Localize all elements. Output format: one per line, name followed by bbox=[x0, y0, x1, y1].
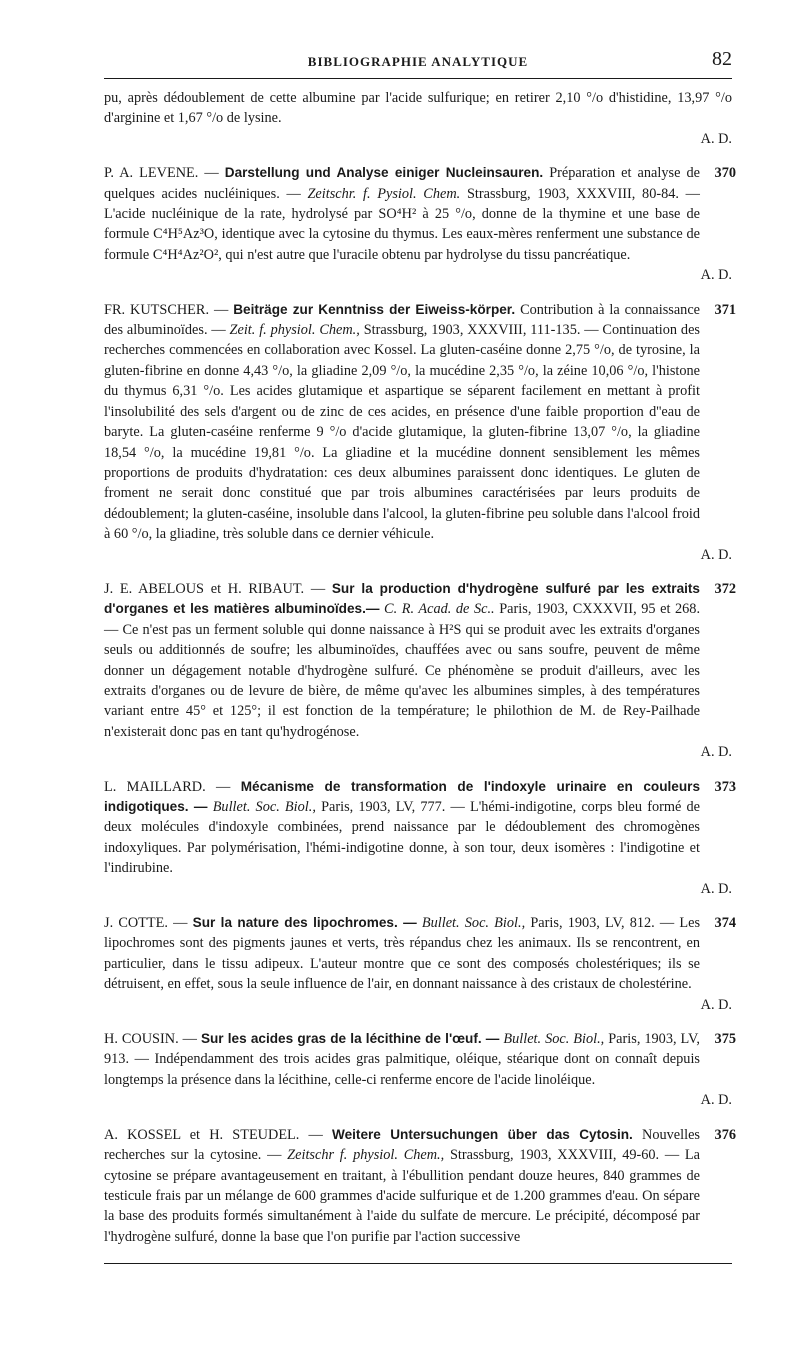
entry-author: J. COTTE. — bbox=[104, 915, 188, 932]
intro-text: pu, après dédoublement de cette albumine par l'acide sulfurique; en retirer 2,10 °/o d'histidine, 13,97 °/o d'arginine et 1,67 °/o de lysine. bbox=[104, 90, 732, 127]
entry-journal: C. R. Acad. de Sc.. bbox=[384, 601, 495, 618]
entry-number: 370 bbox=[714, 165, 736, 182]
footer-rule bbox=[104, 1263, 732, 1264]
entry-author: A. KOSSEL et H. STEUDEL. — bbox=[104, 1126, 323, 1143]
entry-journal: Zeitschr f. physiol. Chem., bbox=[287, 1147, 445, 1164]
entry-number: 371 bbox=[714, 301, 736, 318]
intro-paragraph bbox=[104, 88, 732, 149]
entry-title: Darstellung und Analyse einiger Nucleinsauren. bbox=[224, 165, 544, 181]
entry-body-b: Strassburg, 1903, XXXVIII, 49-60. — La cytosine se prépare avantageusement en traitant, à l'ébullition pendant douze heures, 840 grammes de testicule frais par un mélange de 600 grammes d'acide sulfurique et de 1.200 grammes d'eau. On sépare la base des produits formés simultanément à l'aide du sulfate de mercure. Le précipité, décomposé par l'hydrogène sulfuré, donne la base que l'on purifie par l'action successive bbox=[104, 1147, 700, 1245]
entry-body bbox=[104, 579, 732, 742]
entry-journal: Zeitschr. f. Pysiol. Chem. bbox=[307, 185, 461, 202]
entry-body-b: Paris, 1903, LV, 812. — Les lipochromes sont des pigments jaunes et verts, très répandus chez les animaux. Ils se rencontrent, en particulier, dans le tissu adipeux. L'auteur montre que ce sont des composés cholestériques; ils se détruisent, en effet, sous la seule influence de l'air, en donnant naissance à des cristaux de cholestérine. bbox=[104, 915, 701, 993]
entry-body bbox=[104, 913, 732, 995]
entry-body-b: Paris, 1903, LV, 913. — Indépendamment des trois acides gras palmitique, oléique, stéarique dont on connaît depuis longtemps la présence dans la lécithine, celle-ci renferme encore de l'acide linoléique. bbox=[104, 1031, 700, 1088]
bibliography-entry-371 bbox=[104, 300, 736, 565]
signature: A. D. bbox=[700, 130, 732, 147]
entry-body bbox=[104, 777, 732, 879]
page-content bbox=[104, 88, 736, 1261]
entry-body-b: Paris, 1903, CXXXVII, 95 et 268. — Ce n'est pas un ferment soluble qui donne naissance à H²S qui se produit avec les extraits d'organes seuls ou additionnés de soufre; les albuminoïdes, chauffées avec ou sans soufre, peuvent de même donner un dégagement notable d'hydrogène sulfuré. Ce phénomène se produit d'ailleurs, avec les extraits d'organes ou de levure de bière, de même qu'avec les albumines simples, à des températures variant entre 45° et 125°; il est fonction de la température; le philothion de M. de Rey-Pailhade n'existerait donc pas en tant qu'hydrogénose. bbox=[104, 601, 701, 740]
entry-body-b: Paris, 1903, LV, 777. — L'hémi-indigotine, corps bleu formé de deux molécules d'indoxyle combinées, prend naissance par le dédoublement des chromogènes indoxyliques. Par polymérisation, l'hémi-indigotine donne, à son tour, deux isomères : l'indigotine et l'indirubine. bbox=[104, 799, 700, 877]
entry-journal: Zeit. f. physiol. Chem., bbox=[229, 322, 360, 339]
signature: A. D. bbox=[700, 996, 732, 1013]
entry-title: Beiträge zur Kenntniss der Eiweiss-körper. bbox=[233, 301, 516, 317]
header-rule bbox=[104, 78, 732, 79]
entry-number: 376 bbox=[714, 1126, 736, 1143]
entry-author: H. COUSIN. — bbox=[104, 1031, 197, 1048]
entry-body-b: Strassburg, 1903, XXXVIII, 111-135. — Continuation des recherches commencées en collaboration avec Kossel. La gluten-caséine donne 2,75 °/o, de tyrosine, la gluten-fibrine en donne 4,43 °/o, la gliadine 2,09 °/o, la mucédine 2,35 °/o, la zéine 10,06 °/o, l'histone du thymus 6,31 °/o. Les acides glutamique et aspartique se séparent facilement en mettant à profit l'insolubilité des sels d'argent ou de zinc de ces acides, en présence d'une faible proportion d''eau de baryte. La gluten-caséine renferme 9 °/o d'acide glutamique, la gluten-fibrine 13,07 °/o, la gliadine 18,54 °/o, la mucédine 19,81 °/o. La gliadine et la mucédine donnent sensiblement les mêmes proportions de produits d'hydratation: ces deux albumines paraissent donc identiques. Le gluten de froment ne serait donc constitué que par trois albumines caractérisées par leurs produits de dédoublement; la gluten-caséine, insoluble dans l'alcool, la gluten-fibrine peu soluble dans l'alcool froid à 60 °/o, la gliadine, très soluble dans ce dernier véhicule. bbox=[104, 322, 700, 543]
entry-body bbox=[104, 1029, 732, 1090]
entry-body bbox=[104, 1125, 732, 1247]
bibliography-entry-370 bbox=[104, 163, 736, 285]
entry-number: 372 bbox=[714, 580, 736, 597]
entry-number: 375 bbox=[714, 1031, 736, 1048]
running-title: BIBLIOGRAPHIE ANALYTIQUE bbox=[307, 54, 529, 69]
entry-title: Sur la production d'hydrogène sulfuré par les extraits d'organes et les matières albuminoïdes.— bbox=[104, 580, 700, 617]
bibliography-entry-372 bbox=[104, 579, 736, 763]
entry-title: Mécanisme de transformation de l'indoxyle urinaire en couleurs indigotiques. — bbox=[104, 778, 701, 814]
signature: A. D. bbox=[700, 267, 732, 284]
entry-author: P. A. LEVENE. — bbox=[104, 165, 219, 182]
entry-body bbox=[104, 300, 732, 545]
bibliography-entry-374 bbox=[104, 913, 736, 1015]
bibliography-entry-373 bbox=[104, 777, 736, 899]
entry-body-a: Préparation et analyse de quelques acides nucléiniques. — bbox=[104, 165, 700, 202]
entry-author: L. MAILLARD. — bbox=[104, 778, 231, 795]
entry-body bbox=[104, 163, 732, 265]
entry-journal: Bullet. Soc. Biol., bbox=[421, 915, 526, 932]
page-number: 82 bbox=[712, 48, 732, 70]
entry-journal: Bullet. Soc. Biol., bbox=[212, 799, 316, 815]
entry-journal: Bullet. Soc. Biol., bbox=[503, 1031, 605, 1048]
entry-author: FR. KUTSCHER. — bbox=[104, 301, 229, 318]
signature: A. D. bbox=[700, 880, 732, 897]
bibliography-entry-376 bbox=[104, 1125, 736, 1247]
signature: A. D. bbox=[700, 744, 732, 761]
entry-author: J. E. ABELOUS et H. RIBAUT. — bbox=[104, 580, 326, 597]
signature: A. D. bbox=[700, 546, 732, 563]
entry-title: Sur la nature des lipochromes. — bbox=[192, 915, 417, 931]
entry-body-a: Nouvelles recherches sur la cytosine. — bbox=[104, 1126, 700, 1164]
entry-body-a: Contribution à la connaissance des albuminoïdes. — bbox=[104, 301, 701, 339]
page-header bbox=[104, 46, 732, 76]
entry-title: Sur les acides gras de la lécithine de l'œuf. — bbox=[200, 1031, 500, 1047]
entry-number: 374 bbox=[714, 915, 736, 932]
signature: A. D. bbox=[700, 1092, 732, 1109]
entry-body-b: Strassburg, 1903, XXXVIII, 80-84. — L'acide nucléinique de la rate, hydrolysé par SO⁴H² à 25 °/o, donne de la thymine et une base de formule C⁴H⁵Az³O, identique avec la cytosine du thymus. Les eaux-mères renferment une substance de formule C⁴H⁴Az²O², qui n'est autre que l'uracile obtenu par hydrolyse du tissu pancréatique. bbox=[104, 185, 700, 263]
entry-title: Weitere Untersuchungen über das Cytosin. bbox=[332, 1126, 633, 1142]
bibliography-entry-375 bbox=[104, 1029, 736, 1111]
entry-number: 373 bbox=[714, 778, 736, 795]
